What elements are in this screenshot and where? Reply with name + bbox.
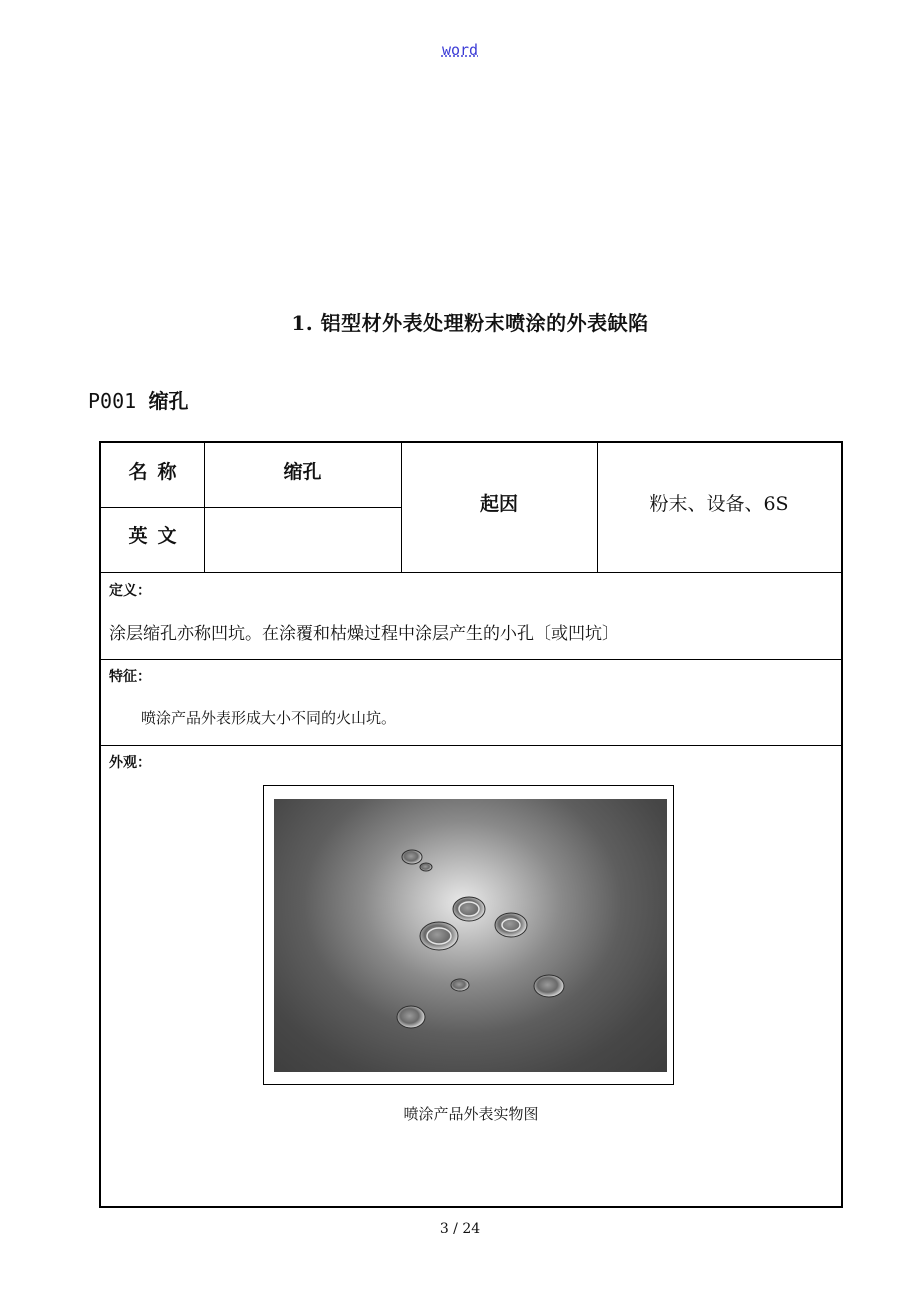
- table-divider: [101, 572, 841, 573]
- defect-heading-name: 缩孔: [148, 389, 189, 413]
- english-label: 英文: [128, 525, 187, 547]
- cause-value: 粉末、设备、6S: [649, 493, 789, 515]
- definition-label: 定义：: [109, 583, 151, 599]
- table-divider: [101, 507, 401, 508]
- cause-label: 起因: [479, 493, 518, 515]
- name-label: 名称: [128, 461, 187, 483]
- features-text: 喷涂产品外表形成大小不同的火山坑。: [141, 709, 397, 727]
- section-title: 1. 铝型材外表处理粉末喷涂的外表缺陷: [291, 311, 649, 335]
- features-label: 特征：: [109, 669, 151, 685]
- page-number: 3 / 24: [439, 1221, 481, 1237]
- crater-illustration: [274, 799, 667, 1072]
- table-divider: [101, 745, 841, 746]
- name-value: 缩孔: [283, 461, 322, 483]
- header-word-link[interactable]: word: [441, 41, 479, 59]
- table-divider: [101, 659, 841, 660]
- defect-code: P001: [88, 389, 137, 413]
- definition-text: 涂层缩孔亦称凹坑。在涂覆和枯燥过程中涂层产生的小孔〔或凹坑〕: [109, 624, 619, 644]
- defect-table: [99, 441, 843, 1208]
- coating-crater-photo: [274, 799, 667, 1072]
- defect-heading: [88, 385, 189, 414]
- appearance-label: 外观：: [109, 755, 151, 771]
- appearance-photo-frame: [263, 785, 674, 1085]
- photo-caption: 喷涂产品外表实物图: [403, 1105, 539, 1123]
